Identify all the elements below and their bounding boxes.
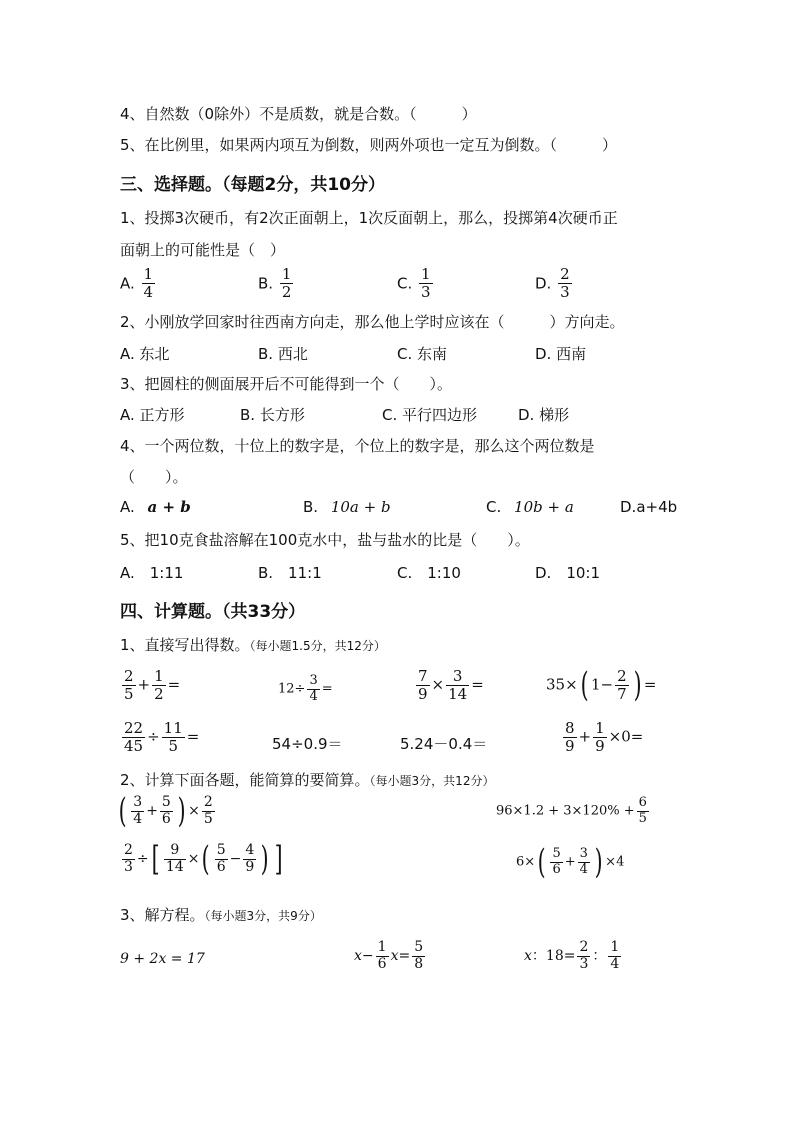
fraction — [550, 847, 562, 877]
fraction — [162, 720, 185, 755]
num: 9 — [164, 843, 186, 860]
num: 2 — [560, 265, 570, 283]
equation-2 — [354, 940, 427, 972]
num: 4 — [245, 841, 255, 858]
num: 22 — [124, 719, 144, 737]
den: 5 — [638, 810, 647, 826]
op: = — [630, 727, 644, 746]
option-a: A. 正方形 — [120, 406, 185, 424]
option-label: A. — [120, 274, 135, 293]
num: 11 — [163, 719, 183, 737]
expr-7: 5.24－0.4＝ — [400, 735, 488, 753]
fraction — [558, 266, 572, 301]
op: ÷ — [147, 727, 160, 746]
fraction — [446, 668, 469, 703]
fraction — [164, 843, 186, 875]
den: 45 — [124, 736, 144, 755]
op: − — [600, 675, 614, 694]
fraction — [122, 720, 145, 755]
fraction — [416, 668, 430, 703]
choice-q2-options — [120, 343, 680, 363]
num: 2 — [203, 793, 213, 810]
option-label: C. — [397, 274, 413, 293]
num: 5 — [552, 845, 561, 861]
fraction — [307, 674, 319, 704]
expr-3 — [414, 668, 484, 703]
den: 5 — [168, 736, 178, 755]
option-d: D. 梯形 — [518, 406, 570, 424]
num: 6 — [638, 795, 647, 810]
num: 5 — [161, 793, 171, 810]
option-label: C. — [486, 498, 502, 516]
fraction — [160, 795, 173, 827]
num: 1 — [143, 265, 154, 283]
op: = — [167, 675, 181, 694]
section-choice-heading: 三、选择题。（每题2分，共10分） — [120, 175, 385, 195]
fraction — [152, 668, 166, 703]
den: 6 — [216, 858, 226, 875]
option-d — [535, 266, 574, 301]
den: 14 — [165, 858, 184, 875]
den: 2 — [154, 684, 164, 703]
num: 1 — [610, 939, 620, 955]
den: 4 — [133, 810, 143, 827]
expr-text: 96×1.2 + 3×120% + — [496, 803, 635, 819]
option-label: B. — [303, 498, 319, 516]
op: × — [188, 803, 200, 819]
subsection-note: （每小题1.5分，共12分） — [249, 639, 386, 653]
calc-s3-title — [120, 904, 322, 925]
fraction — [578, 847, 590, 877]
op: = — [471, 675, 484, 694]
op: × — [565, 675, 578, 694]
num: 7 — [418, 667, 428, 685]
den: 4 — [610, 955, 620, 972]
option-a: A. 东北 — [120, 345, 170, 363]
fraction — [608, 940, 621, 972]
calc-s1-title — [120, 634, 386, 655]
subsection-title: 3、解方程。 — [120, 906, 205, 924]
den: 9 — [245, 858, 255, 875]
op: ÷ — [294, 681, 306, 697]
option-label: B. — [258, 274, 274, 293]
fraction — [577, 940, 590, 972]
den: 3 — [421, 282, 431, 301]
fraction — [131, 795, 144, 827]
op: × — [608, 727, 622, 746]
option-b: B. 11:1 — [258, 564, 322, 582]
num: 5 — [414, 939, 424, 955]
fraction — [122, 843, 135, 875]
fraction — [593, 720, 607, 755]
choice-q3: 3、把圆柱的侧面展开后不可能得到一个（ ）。 — [120, 375, 453, 393]
option-d: D. 西南 — [535, 345, 587, 363]
op: + — [137, 675, 151, 694]
op: = — [398, 948, 411, 965]
den: 6 — [161, 810, 171, 827]
op: × — [431, 675, 445, 694]
choice-q3-options — [120, 404, 680, 424]
subsection-title: 2、计算下面各题，能简算的要简算。 — [120, 771, 370, 789]
num: 3 — [579, 845, 588, 861]
num: 5 — [216, 841, 226, 858]
expr-b4: 6×( $\frac{5}{6}$ + $\frac{3}{4}$ ) ×4 — [516, 842, 625, 882]
var: x — [354, 948, 362, 965]
num: 1 — [590, 675, 601, 694]
expr-1 — [120, 668, 180, 703]
op: = — [321, 681, 333, 697]
op: = — [563, 948, 576, 965]
var: x — [390, 948, 399, 965]
option-a — [120, 266, 157, 301]
den: 4 — [309, 688, 318, 704]
option-d: D. 10:1 — [535, 564, 601, 582]
num: 2 — [617, 667, 627, 685]
choice-q1-line2: 面朝上的可能性是（ ） — [120, 241, 286, 259]
choice-q4-line2: （ ）。 — [120, 468, 188, 486]
den: 6 — [377, 955, 387, 972]
den: 5 — [124, 684, 134, 703]
fraction — [412, 940, 425, 972]
judgement-q4: 4、自然数（0除外）不是质数，就是合数。（ ） — [120, 105, 477, 123]
option-c: C. 东南 — [397, 345, 448, 363]
option-a: A. 1:11 — [120, 564, 184, 582]
fraction — [122, 668, 136, 703]
num: 1 — [281, 265, 292, 283]
den: 2 — [281, 282, 292, 301]
choice-q5-options — [120, 562, 680, 582]
den: 6 — [552, 861, 561, 877]
option-c — [397, 266, 435, 301]
fraction — [215, 843, 228, 875]
option-label: D. — [535, 274, 552, 293]
num: 1 — [595, 719, 605, 737]
expr-6: 54÷0.9＝ — [272, 735, 343, 753]
num: 12 — [278, 681, 295, 697]
den: 9 — [565, 736, 575, 755]
option-c: C. 1:10 — [397, 564, 461, 582]
den: 7 — [617, 684, 627, 703]
num: 3 — [446, 668, 469, 686]
op: = — [186, 727, 200, 746]
den: 8 — [414, 955, 424, 972]
op: ： — [592, 948, 607, 965]
num: 2 — [124, 841, 133, 858]
judgement-q5: 5、在比例里，如果两内项互为倒数，则两外项也一定互为倒数。（ ） — [120, 136, 618, 154]
subsection-note: （每小题3分，共9分） — [204, 909, 322, 923]
den: 3 — [124, 858, 133, 875]
den: 9 — [595, 736, 605, 755]
option-expr: 10a + b — [330, 498, 391, 516]
expr-2 — [278, 674, 333, 704]
den: 9 — [418, 684, 428, 703]
equation-1: 9 + 2x = 17 — [120, 951, 205, 967]
den: 4 — [143, 282, 154, 301]
fraction — [615, 668, 629, 703]
num: 1 — [154, 667, 164, 685]
option-a — [120, 498, 191, 516]
num: 8 — [565, 719, 575, 737]
choice-q2: 2、小刚放学回家时往西南方向走，那么他上学时应该在（ ）方向走。 — [120, 313, 625, 331]
op: ： — [531, 948, 546, 965]
num: 1 — [377, 939, 387, 955]
option-d: D.a+4b — [620, 498, 678, 516]
op: − — [229, 851, 242, 867]
num: 1 — [421, 265, 431, 283]
op: − — [361, 948, 374, 965]
equation-3 — [524, 940, 623, 972]
op: + — [564, 854, 576, 870]
section-calc-heading: 四、计算题。（共33分） — [120, 602, 306, 622]
num: 2 — [579, 939, 589, 955]
fraction — [202, 795, 215, 827]
num: 0 — [621, 727, 631, 746]
expr-5 — [120, 720, 199, 755]
fraction — [419, 266, 433, 301]
op: + — [146, 803, 158, 819]
option-c: C. 平行四边形 — [382, 406, 478, 424]
option-b: B. 西北 — [258, 345, 308, 363]
den: 4 — [579, 861, 588, 877]
choice-q1-line1: 1、投掷3次硬币，有2次正面朝上，1次反面朝上，那么，投掷第4次硬币正 — [120, 209, 618, 227]
expr-b1: ( $\frac{3}{4}$ + $\frac{5}{6}$ ) × $\frac{2}{5}$ — [118, 791, 213, 831]
op: ÷ — [136, 851, 149, 867]
calc-s2-title — [120, 769, 494, 790]
expr-b2 — [496, 796, 651, 826]
num: 35 — [546, 675, 566, 694]
fraction — [280, 266, 294, 301]
expr-4: 35×( 1− $\frac{2}{7}$ ) = — [546, 665, 657, 706]
fraction — [563, 720, 577, 755]
option-expr: a + b — [147, 498, 191, 516]
den: 3 — [560, 282, 570, 301]
op: + — [578, 727, 592, 746]
choice-q4-line1: 4、一个两位数，十位上的数字是，个位上的数字是，那么这个两位数是 — [120, 437, 595, 455]
option-expr: 10b + a — [514, 498, 574, 516]
num: 3 — [133, 793, 143, 810]
expr-text: ×4 — [605, 854, 625, 870]
op: × — [187, 851, 200, 867]
choice-q5: 5、把10克食盐溶解在100克水中，盐与盐水的比是（ ）。 — [120, 531, 530, 549]
option-b: B. 长方形 — [240, 406, 305, 424]
num: 3 — [309, 673, 318, 688]
option-c — [486, 498, 574, 516]
den: 14 — [448, 684, 468, 703]
option-b — [303, 498, 391, 516]
num: 2 — [124, 667, 134, 685]
var: x — [524, 948, 532, 965]
fraction — [243, 843, 256, 875]
subsection-note: （每小题3分，共12分） — [369, 774, 495, 788]
fraction — [142, 266, 156, 301]
num: 18 — [545, 948, 564, 965]
subsection-title: 1、直接写出得数。 — [120, 636, 250, 654]
den: 3 — [579, 955, 589, 972]
expr-8 — [561, 720, 643, 755]
fraction — [637, 796, 649, 826]
option-b — [258, 266, 295, 301]
expr-b3: $\frac{2}{3}$ ÷[ $\frac{9}{14}$ ×( $\frac{5}{6}$ − $\frac{4}{9}$ ) ] — [124, 839, 283, 879]
choice-q4-options — [120, 498, 680, 518]
op: = — [643, 675, 657, 694]
option-label: A. — [120, 498, 135, 516]
fraction — [376, 940, 389, 972]
expr-text: 6× — [516, 854, 536, 870]
den: 5 — [203, 810, 213, 827]
choice-q1-options — [120, 266, 680, 306]
